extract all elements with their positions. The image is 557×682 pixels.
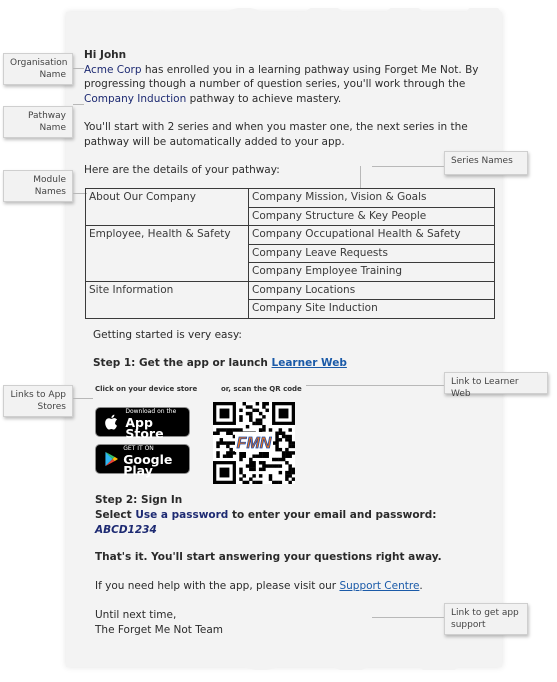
email-body xyxy=(84,48,494,178)
module-name: Site Information xyxy=(86,281,249,318)
callout-module-names: Module Names xyxy=(3,170,73,202)
google-play-icon xyxy=(104,449,118,469)
learner-web-link[interactable]: Learner Web xyxy=(271,357,347,369)
series-name: Company Occupational Health & Safety xyxy=(249,226,495,245)
leader-learner-web xyxy=(306,385,444,386)
torn-edge-top xyxy=(66,8,502,22)
password-value: ABCD1234 xyxy=(95,524,157,536)
table-row xyxy=(86,226,495,245)
signoff: Until next time, The Forget Me Not Team xyxy=(95,609,224,636)
series-paragraph: You'll start with 2 series and when you master one, the next series in the pathway will be automatically added to your app. xyxy=(84,121,468,148)
callout-series-names: Series Names xyxy=(444,151,528,175)
click-store-caption: Click on your device store xyxy=(95,385,198,393)
series-name: Company Employee Training xyxy=(249,263,495,282)
scan-qr-caption: or, scan the QR code xyxy=(221,385,302,393)
callout-link-to-learner-web: Link to Learner Web xyxy=(444,372,548,394)
apple-icon xyxy=(104,412,120,432)
qr-logo: FMN xyxy=(236,435,272,452)
module-name: Employee, Health & Safety xyxy=(86,226,249,282)
intro-paragraph: Acme Corp has enrolled you in a learning pathway using Forget Me Not. By progressing though a number of question series, you'll work through the Company Induction pathway to achieve mastery. xyxy=(84,63,479,105)
series-name: Company Leave Requests xyxy=(249,244,495,263)
series-name: Company Structure & Key People xyxy=(249,207,495,226)
callout-link-to-app-support: Link to get app support xyxy=(444,603,528,635)
step2 xyxy=(95,493,436,538)
series-name: Company Mission, Vision & Goals xyxy=(249,189,495,208)
leader-app-stores xyxy=(73,398,93,399)
table-row xyxy=(86,281,495,300)
step2-title: Step 2: Sign In xyxy=(95,494,183,506)
callout-links-to-app-stores: Links to App Stores xyxy=(3,385,73,417)
organisation-name: Acme Corp xyxy=(84,63,142,76)
series-name: Company Site Induction xyxy=(249,300,495,319)
thats-it-text: That's it. You'll start answering your questions right away. xyxy=(95,551,442,563)
module-name: About Our Company xyxy=(86,189,249,226)
callout-organisation-name: Organisation Name xyxy=(3,53,73,85)
greeting: Hi John xyxy=(84,49,127,61)
qr-code[interactable] xyxy=(213,402,295,484)
google-play-button[interactable]: GET IT ON Google Play xyxy=(95,444,190,474)
callout-pathway-name: Pathway Name xyxy=(3,106,73,138)
app-store-button[interactable]: Download on the App Store xyxy=(95,407,190,437)
leader-app-support xyxy=(372,617,444,618)
step2-instruction: Select Use a password to enter your email and password: xyxy=(95,509,437,521)
pathway-name: Company Induction xyxy=(84,92,187,105)
qr-code-image xyxy=(213,402,295,484)
series-name: Company Locations xyxy=(249,281,495,300)
use-password-option: Use a password xyxy=(135,509,229,521)
leader-pathway xyxy=(73,104,84,105)
pathway-table xyxy=(85,188,495,319)
step1: Step 1: Get the app or launch Learner Web xyxy=(93,357,347,369)
leader-organisation xyxy=(73,68,84,69)
support-centre-link[interactable]: Support Centre xyxy=(339,580,420,592)
getting-started: Getting started is very easy: xyxy=(93,329,242,341)
details-intro: Here are the details of your pathway: xyxy=(84,164,280,176)
help-text: If you need help with the app, please visit our Support Centre. xyxy=(95,580,423,592)
torn-edge-bottom xyxy=(66,656,502,670)
table-row xyxy=(86,189,495,208)
